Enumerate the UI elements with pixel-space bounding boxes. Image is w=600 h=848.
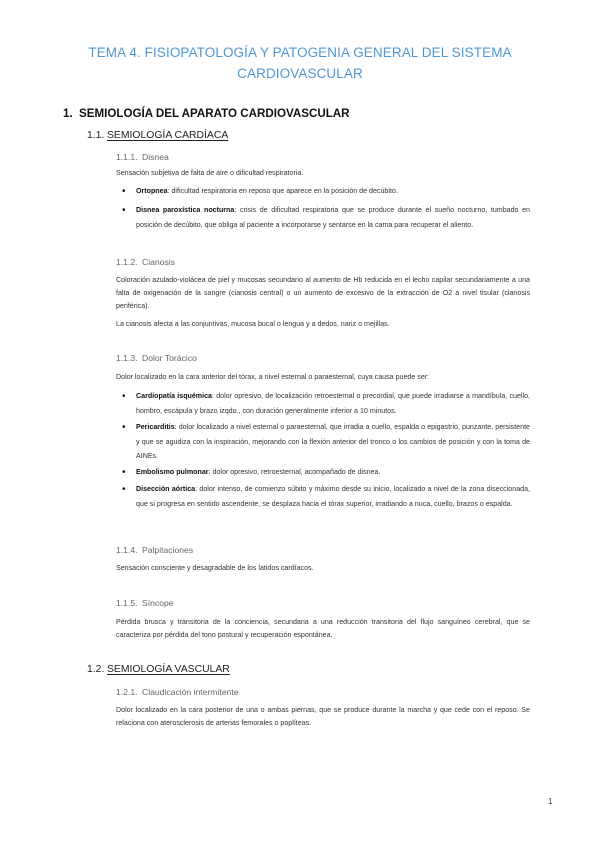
paragraph-dolor-intro: Dolor localizado en la cara anterior del tórax, a nivel esternal o paraesternal, cuya causa puede ser: [116, 373, 430, 381]
bullet-icon: • [122, 467, 126, 478]
heading-number: 1.1.2. [116, 257, 138, 267]
heading-label: Claudicación intermitente [142, 687, 239, 697]
bullet-cardiopatia-isquemica [136, 389, 530, 418]
heading-number: 1.1.5. [116, 598, 138, 608]
bullet-icon: • [122, 205, 126, 216]
subsection-label: SEMIOLOGÍA CARDÍACA [107, 130, 229, 141]
title-line-2: CARDIOVASCULAR [237, 66, 363, 81]
bullet-term: Ortopnea [136, 187, 168, 195]
heading-number: 1.1.3. [116, 353, 138, 363]
bullet-ortopnea [136, 184, 530, 199]
bullet-term: Pericarditis [136, 423, 175, 431]
bullet-text: : dificultad respiratoria en reposo que aparece en la posición de decúbito. [167, 187, 398, 195]
page-number: 1 [548, 797, 553, 806]
bullet-embolismo-pulmonar [136, 465, 530, 480]
paragraph-palpitaciones: Sensación consciente y desagradable de los latidos cardíacos. [116, 564, 314, 572]
subsection-number: 1.1. [87, 130, 105, 141]
heading-sincope [116, 598, 174, 608]
subsection-label: SEMIOLOGÍA VASCULAR [107, 664, 230, 675]
heading-number: 1.1.1. [116, 152, 138, 162]
subsection-number: 1.2. [87, 664, 105, 675]
paragraph-cianosis-1: Coloración azulado-violácea de piel y mucosas secundario al aumento de Hb reducida en el lecho capilar secundariamente a una falta de oxigenación de la sangre (cianosis central) o un aumento de excesivo de la extracción de O2 a nivel tisular (cianosis periférica). [116, 276, 530, 310]
heading-label: Disnea [142, 152, 169, 162]
bullet-text: : dolor opresivo, de localización retroesternal o precordial, que puede irradiarse a mandíbula, cuello, hombro, escápula y brazo izqdo., con duración generalmente inferior a 10 minutos. [136, 392, 530, 415]
title-line-1: TEMA 4. FISIOPATOLOGÍA Y PATOGENIA GENERAL DEL SISTEMA [88, 45, 512, 60]
bullet-text: : dolor opresivo, retroesternal, acompañado de disnea. [208, 468, 381, 476]
paragraph-disnea: Sensación subjetiva de falta de aire o dificultad respiratoria. [116, 169, 304, 177]
bullet-icon: • [122, 391, 126, 402]
bullet-term: Disnea paroxística nocturna [136, 206, 235, 214]
heading-cianosis [116, 257, 175, 267]
section-number: 1. [63, 107, 73, 120]
bullet-pericarditis [136, 420, 530, 464]
heading-palpitaciones [116, 545, 193, 555]
bullet-text: : dolor intenso, de comienzo súbito y máximo desde su inicio, localizado a nivel de la zona diseccionada, que si progresa en sentido ascendente, se desplaza hacia el tórax superior, irradiando a nuca, cuello, brazos o espalda. [136, 485, 530, 508]
paragraph-claudicacion: Dolor localizado en la cara posterior de una o ambas piernas, que se produce durante la marcha y que cede con el reposo. Se relaciona con aterosclerosis de arterias femorales o poplíteas. [116, 706, 530, 727]
subsection-heading-1-1 [87, 130, 228, 141]
heading-dolor-toracico [116, 353, 197, 363]
bullet-icon: • [122, 484, 126, 495]
subsection-heading-1-2 [87, 664, 230, 675]
section-label: SEMIOLOGÍA DEL APARATO CARDIOVASCULAR [79, 107, 350, 120]
bullet-diseccion-aortica [136, 482, 530, 511]
bullet-term: Embolismo pulmonar [136, 468, 209, 476]
heading-claudicacion [116, 687, 239, 697]
document-title [60, 42, 540, 84]
heading-label: Palpitaciones [142, 545, 194, 555]
heading-label: Dolor Torácico [142, 353, 197, 363]
heading-number: 1.1.4. [116, 545, 138, 555]
bullet-text: : dolor localizado a nivel esternal o paraesternal, que irradia a cuello, espalda o epigastrio, punzante, persistente y que se agudiza con la inspiración, mejorando con la flexión anterior del tronco o los cambios de posición y con la toma de AINEs. [136, 423, 530, 460]
bullet-term: Cardiopatía isquémica [136, 392, 212, 400]
paragraph-sincope: Pérdida brusca y transitoria de la conciencia, secundaria a una reducción transitoria del flujo sanguíneo cerebral, que se caracteriza por pérdida del tono postural y recuperación espontánea. [116, 618, 530, 639]
heading-disnea [116, 152, 169, 162]
bullet-text: : crisis de dificultad respiratoria que se produce durante el sueño nocturno, tumbado en posición de decúbito, que obliga al paciente a incorporarse y sentarse en la cama para recuperar el aliento. [136, 206, 531, 229]
section-heading-1 [63, 107, 350, 120]
bullet-disnea-paroxistica [136, 203, 530, 232]
heading-label: Cianosis [142, 257, 175, 267]
heading-number: 1.2.1. [116, 687, 138, 697]
bullet-icon: • [122, 186, 126, 197]
paragraph-cianosis-2: La cianosis afecta a las conjuntivas, mucosa bucal o lengua y a dedos, nariz o mejillas. [116, 320, 390, 328]
bullet-icon: • [122, 422, 126, 433]
heading-label: Síncope [142, 598, 174, 608]
bullet-term: Disección aórtica [136, 485, 196, 493]
